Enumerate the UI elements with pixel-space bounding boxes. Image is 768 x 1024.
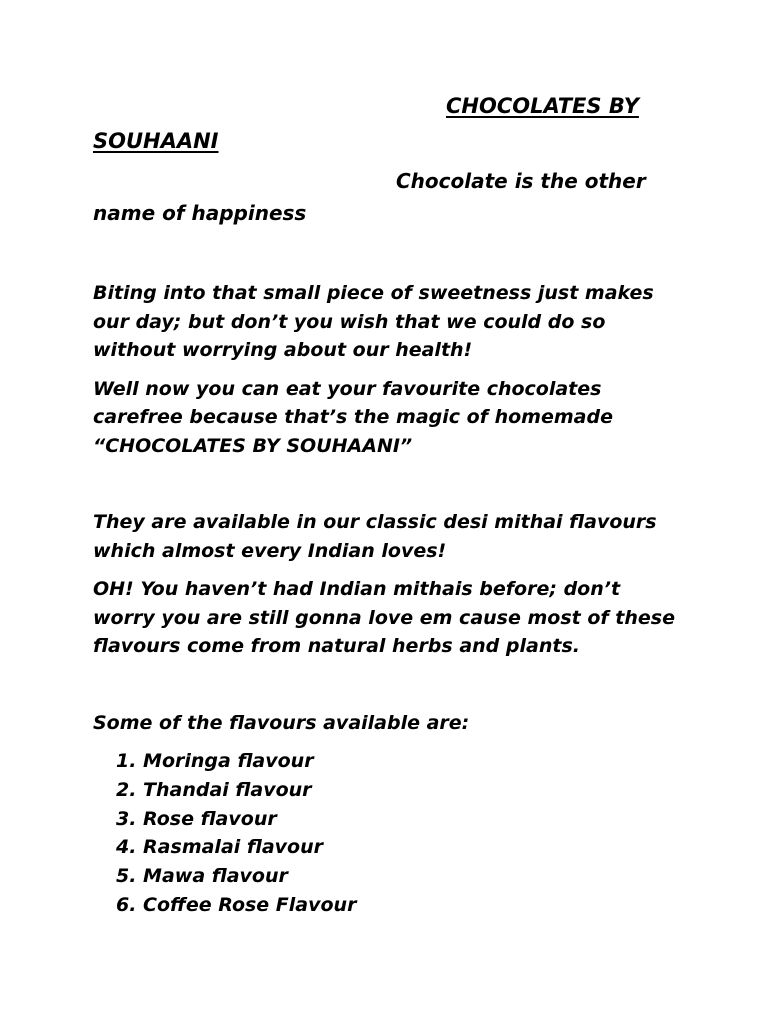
paragraph-homemade-text: Well now you can eat your favourite chocolates carefree because that’s the magic of homemade: [93, 377, 613, 428]
paragraph-homemade: [93, 375, 683, 461]
tagline-line-2: name of happiness: [93, 201, 307, 225]
flavours-heading: Some of the flavours available are:: [93, 711, 470, 734]
title-line-1: CHOCOLATES BY: [446, 94, 639, 118]
paragraph-biting: Biting into that small piece of sweetness just makes our day; but don’t you wish that we could do so without worrying about our health!: [93, 282, 654, 361]
flavour-list: [93, 747, 683, 920]
list-item: 3. Rose flavour: [116, 807, 277, 830]
list-item: 1. Moringa flavour: [116, 750, 314, 772]
tagline: [93, 163, 683, 229]
title-line-2: SOUHAANI: [93, 129, 219, 153]
paragraph-availability: They are available in our classic desi mithai flavours which almost every Indian loves!: [93, 511, 657, 562]
list-item: 2. Thandai flavour: [116, 778, 312, 801]
document-title: [93, 88, 683, 160]
paragraph-natural-herbs: OH! You haven’t had Indian mithais before; don’t worry you are still gonna love em cause most of these flavours come from natural herbs and plants.: [93, 578, 675, 657]
list-item: 4. Rasmalai flavour: [116, 836, 324, 859]
document-page: [93, 88, 683, 920]
brand-quote: “CHOCOLATES BY SOUHAANI”: [93, 434, 413, 457]
list-item: 6. Coffee Rose Flavour: [116, 893, 357, 916]
tagline-line-1: Chocolate is the other: [396, 169, 646, 193]
list-item: 5. Mawa flavour: [116, 865, 288, 888]
